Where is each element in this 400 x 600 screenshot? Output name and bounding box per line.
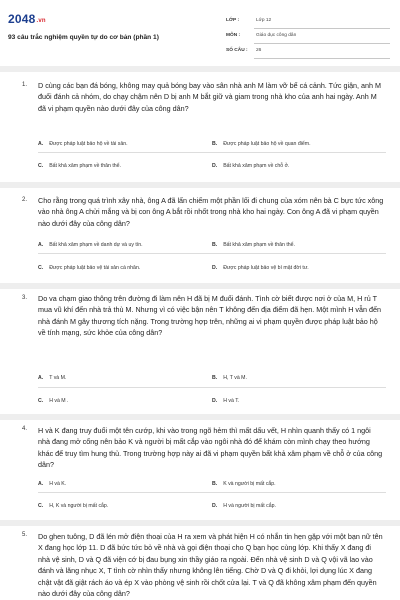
- meta-value: Lớp 12: [256, 18, 272, 23]
- option-text: T và M.: [49, 375, 67, 381]
- option-text: H và người bị mất cắp.: [223, 503, 276, 509]
- option-letter: D.: [212, 398, 218, 404]
- section-separator: [0, 520, 400, 526]
- question-text: Do va chạm giao thông trên đường đi làm nên H đã bị M đuổi đánh. Tình cờ biết được nơi ở của M, H rủ T mua vũ khí đến nhà trả thù M. Nhưng vì có việc bận nên T không đến địa điểm đã hẹn. Một mình H vẫn đến nhà đánh M gây thương tích nặng. Trong trường hợp trên, những ai vi phạm quyền được pháp luật bảo hộ về tính mạng, sức khỏe của công dân?: [38, 294, 381, 338]
- option-text: Được pháp luật bảo hộ về tài sản.: [49, 141, 128, 147]
- option-text: K và người bị mất cắp.: [223, 481, 276, 487]
- meta-key: MÔN :: [226, 33, 241, 38]
- option-letter: B.: [212, 481, 218, 487]
- logo-suffix: .vn: [36, 18, 46, 24]
- option-text: Bất khả xâm phạm về danh dự và uy tín.: [49, 242, 143, 248]
- option-a[interactable]: [38, 375, 66, 381]
- option-divider: [38, 152, 386, 153]
- option-text: Được pháp luật bảo vệ bí mật đời tư.: [223, 265, 309, 271]
- section-separator: [0, 182, 400, 188]
- option-letter: B.: [212, 141, 218, 147]
- option-letter: B.: [212, 242, 218, 248]
- meta-row-subject: [226, 29, 390, 44]
- logo-text: 2048: [8, 12, 36, 26]
- option-divider: [38, 253, 386, 254]
- meta-row-class: [226, 14, 390, 29]
- question-text: Do ghen tuông, D đã lén mở điện thoại của H ra xem và phát hiện H có nhắn tin hẹn gặp với một bạn nữ tên X đang học lớp 11. D đã bức tức bỏ về nhà và gọi điện thoại cho Q bạn học cùng lớp. Khi thấy X đang đi nhà vệ sinh, D và Q đã viện cớ bị đau bụng xin thầy giáo ra ngoài. Đến nhà vệ sinh D và Q vội vã lao vào đánh và lăng nhục X, T tình cờ nhìn thấy nhưng không lên tiếng. Chờ D và Q đi khỏi, lợi dụng lúc X đang chật vật đã giật rách áo và ép X vào phòng vệ sinh rồi chốt cửa lại. T và Q đã không xâm phạm đến quyền nào dưới đây của công dân?: [38, 532, 383, 599]
- option-divider: [38, 387, 386, 388]
- option-divider: [38, 492, 386, 493]
- option-text: Bất khả xâm phạm về thân thể.: [223, 242, 295, 248]
- question-number: 4.: [22, 426, 28, 432]
- option-letter: A.: [38, 481, 44, 487]
- meta-key: LỚP :: [226, 18, 240, 23]
- option-a[interactable]: [38, 481, 66, 487]
- option-b[interactable]: [212, 242, 295, 248]
- option-text: H và M .: [49, 398, 69, 404]
- option-b[interactable]: [212, 141, 311, 147]
- option-c[interactable]: [38, 398, 69, 404]
- option-text: Được pháp luật bảo vệ tài sản cá nhân.: [49, 265, 141, 271]
- option-letter: D.: [212, 503, 218, 509]
- option-d[interactable]: [212, 503, 276, 509]
- option-text: Được pháp luật bảo hộ về quan điểm.: [223, 141, 311, 147]
- site-logo[interactable]: [8, 12, 46, 26]
- question-number: 2.: [22, 197, 28, 203]
- option-b[interactable]: [212, 375, 247, 381]
- option-c[interactable]: [38, 503, 108, 509]
- option-letter: D.: [212, 265, 218, 271]
- question-text: Cho rằng trong quá trình xây nhà, ông A đã lấn chiếm một phần lối đi chung của xóm nên bà C bực tức xông vào nhà ông A chửi mắng và bị con ông A bắt rồi nhốt trong nhà kho hai ngày. Con ông A đã vi phạm quyền nào dưới đây của công dân?: [38, 196, 384, 228]
- option-text: H và K.: [49, 481, 67, 487]
- option-letter: C.: [38, 398, 44, 404]
- option-a[interactable]: [38, 141, 128, 147]
- option-letter: A.: [38, 242, 44, 248]
- page-header: [0, 0, 400, 66]
- option-letter: A.: [38, 375, 44, 381]
- question-text: D cùng các bạn đá bóng, không may quả bóng bay vào sân nhà anh M làm vỡ bể cá cảnh. Tức giận, anh M đuổi đánh cả nhóm, do chạy chậm nên D bị anh M bắt giữ và giam trong nhà kho của anh hai ngày. Anh M đã vi phạm quyền nào dưới đây của công dân?: [38, 81, 382, 113]
- meta-divider: [254, 58, 390, 59]
- meta-value: Giáo dục công dân: [256, 33, 297, 38]
- meta-value: 26: [256, 48, 262, 53]
- option-text: H, T và M.: [223, 375, 247, 381]
- section-separator: [0, 283, 400, 289]
- question-number: 3.: [22, 295, 28, 301]
- question-number: 5.: [22, 532, 28, 538]
- option-b[interactable]: [212, 481, 276, 487]
- question-text: H và K đang truy đuổi một tên cướp, khi vào trong ngõ hẻm thì mất dấu vết, H nhìn quanh thấy có 1 ngôi nhà đang mở cổng nên bảo K và người bị mất cắp vào ngôi nhà đó để khám còn mình chạy theo hướng khác để truy tìm hung thủ. Trong trường hợp này ai đã vi phạm quyền bất khả xâm phạm về chỗ ở của công dân?: [38, 426, 383, 470]
- option-d[interactable]: [212, 163, 289, 169]
- meta-key: SỐ CÂU :: [226, 48, 248, 53]
- option-letter: D.: [212, 163, 218, 169]
- section-separator: [0, 66, 400, 72]
- option-text: H và T.: [223, 398, 240, 404]
- option-d[interactable]: [212, 398, 239, 404]
- option-a[interactable]: [38, 242, 143, 248]
- option-text: Bất khả xâm phạm về chỗ ở.: [223, 163, 290, 169]
- option-text: H, K và người bị mất cắp.: [49, 503, 109, 509]
- meta-row-count: [226, 44, 390, 59]
- option-letter: C.: [38, 265, 44, 271]
- option-c[interactable]: [38, 265, 140, 271]
- option-letter: A.: [38, 141, 44, 147]
- option-c[interactable]: [38, 163, 121, 169]
- option-letter: B.: [212, 375, 218, 381]
- option-letter: C.: [38, 163, 44, 169]
- question-number: 1.: [22, 82, 28, 88]
- page-title: 93 câu trắc nghiệm quyền tự do cơ bản (phần 1): [8, 34, 159, 41]
- section-separator: [0, 414, 400, 420]
- option-letter: C.: [38, 503, 44, 509]
- option-d[interactable]: [212, 265, 309, 271]
- option-text: Bất khả xâm phạm về thân thể.: [49, 163, 121, 169]
